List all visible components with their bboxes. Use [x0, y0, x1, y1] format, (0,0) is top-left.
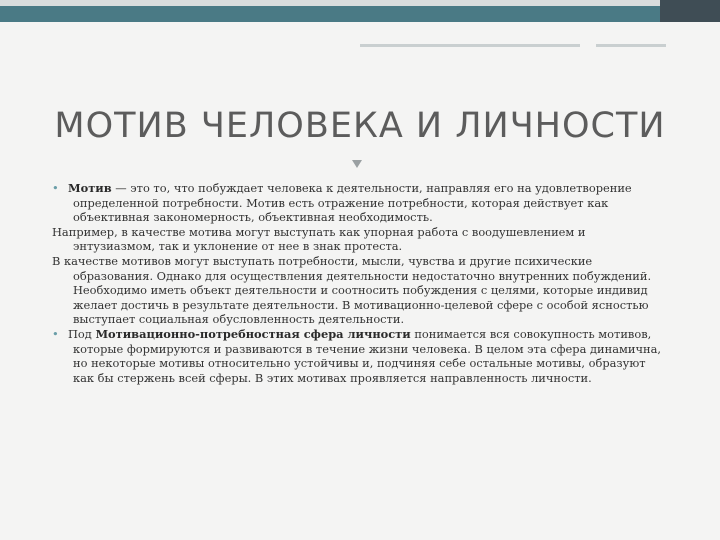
header-band — [0, 0, 720, 22]
slide-body — [52, 181, 667, 385]
header-band-dark — [660, 0, 720, 22]
sphere-lead-text: Под — [68, 326, 96, 341]
paragraph-motivational-sphere — [52, 327, 667, 385]
sphere-definition-text: понимается вся совокупность мотивов, которые формируются и развиваются в течение жизни человека. В целом эта сфера динамична, но некоторые мотивы относительно устойчивы и, подчиняя себе остальные мотивы, образуют как бы стержень всей сферы. В этих мотивах проявляется направленность личности. — [73, 326, 661, 385]
decor-line-short — [596, 44, 666, 47]
title-divider-marker — [352, 160, 362, 168]
bullet-icon: • — [52, 326, 59, 341]
term-motive: Мотив — [68, 181, 112, 195]
motive-definition-text: — это то, что побуждает человека к деятельности, направляя его на удовлетворение определенной потребности. Мотив есть отражение потребности, которая действует как объективная закономерность, объективная необходимость. — [73, 181, 632, 225]
paragraph-motive-sources: В качестве мотивов могут выступать потребности, мысли, чувства и другие психические образования. Однако для осуществления деятельности недостаточно внутренних побуждений. Необходимо иметь объект деятельности и соотносить побуждения с целями, которые индивид желает достичь в результате деятельности. В мотивационно-целевой сфере с особой ясностью выступает социальная обусловленность деятельности. — [52, 253, 652, 327]
paragraph-motive-definition — [52, 181, 667, 225]
paragraph-example: Например, в качестве мотива могут выступать как упорная работа с воодушевлением и энтузиазмом, так и уклонение от нее в знак протеста. — [52, 224, 586, 254]
slide-title: МОТИВ ЧЕЛОВЕКА И ЛИЧНОСТИ — [54, 106, 666, 146]
header-band-teal — [0, 6, 660, 22]
bullet-icon: • — [52, 181, 59, 195]
term-motivational-sphere: Мотивационно-потребностная сфера личности — [95, 326, 411, 341]
decor-line — [360, 44, 580, 47]
